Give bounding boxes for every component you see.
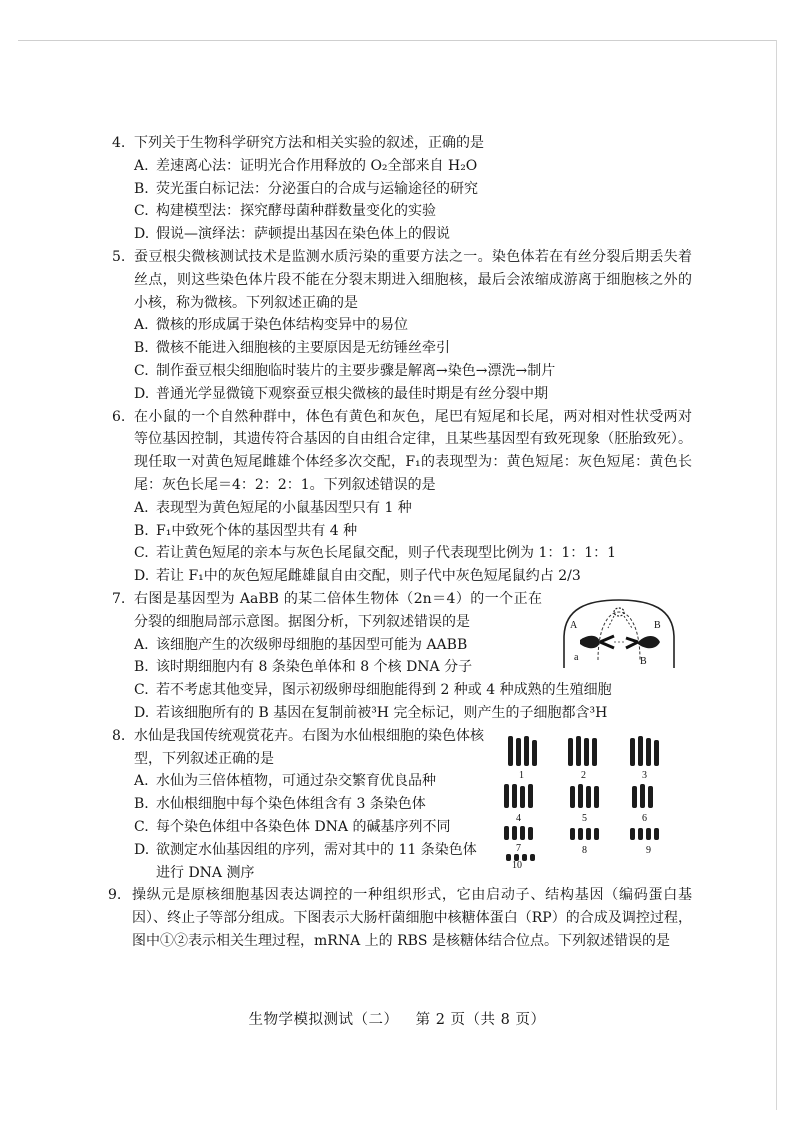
chromosome-group-3 [630,736,659,766]
karyotype-label-2: 2 [581,770,586,781]
question-stem: 右图是基因型为 AaBB 的某二倍体生物体（2n＝4）的一个正在分裂的细胞局部示意图。据图分析，下列叙述错误的是 [134,590,542,630]
option-a: A. 差速离心法：证明光合作用释放的 O₂全部来自 H₂O [134,157,478,174]
question-stem: 在小鼠的一个自然种群中，体色有黄色和灰色，尾巴有短尾和长尾，两对相对性状受两对等位基因控制，其遗传符合基因的自由组合定律，且某些基因型有致死现象（胚胎致死）。现任取一对黄色短尾雌雄个体经多次交配，F₁的表现型为：黄色短尾：灰色短尾：黄色长尾：灰色长尾＝4：2：2：1。下列叙述错误的是 [134,408,692,493]
option-b: B. 荧光蛋白标记法：分泌蛋白的合成与运输途径的研究 [134,180,478,197]
page-footer [0,1008,794,1029]
gene-label-a: a [574,652,579,663]
option-c: C. 若不考虑其他变异，图示初级卵母细胞能得到 2 种或 4 种成熟的生殖细胞 [134,682,612,699]
option-b: B. 水仙根细胞中每个染色体组含有 3 条染色体 [134,796,426,813]
question-stem: 下列关于生物科学研究方法和相关实验的叙述，正确的是 [134,135,484,151]
chromosome-group-9 [630,828,659,840]
chromosome-group-7 [504,826,533,840]
option-c: C. 若让黄色短尾的亲本与灰色长尾鼠交配，则子代表现型比例为 1：1：1：1 [134,545,617,562]
karyotype-label-4: 4 [516,813,521,824]
question-number: 5. [112,248,126,265]
chromosome-group-4 [504,784,533,808]
question-5 [112,246,692,406]
option-b: B. 该时期细胞内有 8 条染色单体和 8 个核 DNA 分子 [134,659,473,676]
chromosome-group-5 [570,784,599,808]
karyotype-label-7: 7 [516,843,521,854]
option-a: A. 表现型为黄色短尾的小鼠基因型只有 1 种 [134,499,412,516]
chromosome-group-1 [508,736,537,766]
karyotype-label-8: 8 [582,845,587,856]
option-d: D. 若该细胞所有的 B 基因在复制前被³H 完全标记，则产生的子细胞都含³H [134,704,608,721]
option-d: D. 普通光学显微镜下观察蚕豆根尖微核的最佳时期是有丝分裂中期 [134,385,548,402]
karyotype-label-6: 6 [642,813,647,824]
option-a: A. 微核的形成属于染色体结构变异中的易位 [134,317,408,334]
question-number: 8. [112,727,126,744]
gene-label-B-top: B [654,620,661,631]
question-stem: 水仙是我国传统观赏花卉。右图为水仙根细胞的染色体核型，下列叙述正确的是 [134,727,484,767]
option-d: D. 若让 F₁中的灰色短尾雌雄鼠自由交配，则子代中灰色短尾鼠约占 2/3 [134,568,581,585]
question-4 [112,132,692,246]
question-stem: 操纵元是原核细胞基因表达调控的一种组织形式，它由启动子、结构基因（编码蛋白基因）、终止子等部分组成。下图表示大肠杆菌细胞中核糖体蛋白（RP）的合成及调控过程，图中①②表示相关生理过程，mRNA 上的 RBS 是核糖体结合位点。下列叙述错误的是 [132,887,692,949]
chromosome-group-6 [632,784,653,808]
karyotype-label-9: 9 [646,845,651,856]
chromosome-group-8 [570,828,599,840]
karyotype-label-5: 5 [582,813,587,824]
question-6 [112,406,692,588]
question-number: 4. [112,135,126,151]
option-d: D. 假说—演绎法：萨顿提出基因在染色体上的假说 [134,226,450,243]
question-stem: 蚕豆根尖微核测试技术是监测水质污染的重要方法之一。染色体若在有丝分裂后期丢失着丝点，则这些染色体片段不能在分裂末期进入细胞核，最后会浓缩成游离于细胞核之外的小核，称为微核。下列叙述正确的是 [134,248,692,311]
chromosome-group-2 [568,736,597,766]
karyotype-label-1: 1 [519,770,524,781]
cell-division-figure [558,598,680,670]
option-b: B. 微核不能进入细胞核的主要原因是无纺锤丝牵引 [134,340,450,357]
option-c: C. 制作蚕豆根尖细胞临时装片的主要步骤是解离→染色→漂洗→制片 [134,362,556,379]
option-a: A. 水仙为三倍体植物，可通过杂交繁育优良品种 [134,773,436,790]
question-9 [108,884,692,952]
gene-label-A: A [570,620,578,631]
question-number: 9. [108,887,122,904]
karyotype-label-10: 10 [512,860,522,868]
option-c: C. 每个染色体组中各染色体 DNA 的碱基序列不同 [134,818,451,835]
scan-edge-right [776,40,777,1110]
option-b: B. F₁中致死个体的基因型共有 4 种 [134,522,358,539]
question-number: 6. [112,408,126,425]
question-number: 7. [112,590,126,607]
option-d: D. 欲测定水仙基因组的序列，需对其中的 11 条染色体进行 DNA 测序 [134,841,477,881]
footer-subject: 生物学模拟测试（二） [248,1012,399,1028]
option-c: C. 构建模型法：探究酵母菌种群数量变化的实验 [134,203,436,220]
option-a: A. 该细胞产生的次级卵母细胞的基因型可能为 AABB [134,636,468,653]
gene-label-B-bottom: B [640,656,647,667]
scan-edge-top [18,40,776,41]
karyotype-label-3: 3 [642,770,647,781]
karyotype-figure [496,732,686,868]
footer-page-number: 第 2 页（共 8 页） [415,1012,546,1028]
